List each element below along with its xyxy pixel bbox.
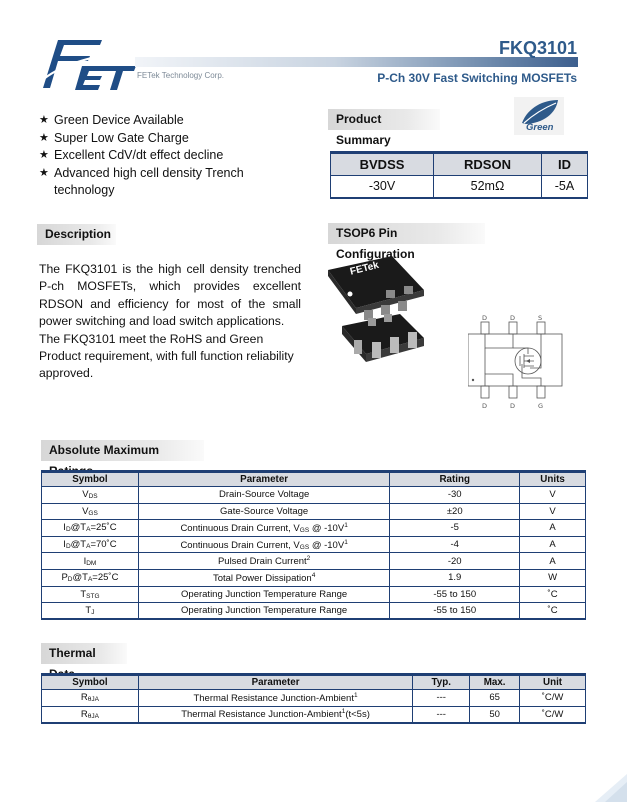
abs-max-ratings-table [41,470,586,620]
column-header: RDSON [434,153,542,176]
feature-item: ★ Green Device Available [39,112,304,130]
symbol-cell: $I_{DM}$ [42,553,139,570]
table-row [331,176,588,198]
max-cell: 50 [470,706,520,723]
part-number: FKQ3101 [498,38,577,58]
pin-label: D [510,314,516,322]
star-bullet-icon: ★ [39,114,49,126]
symbol-cell: $R_{\theta JA}$ [42,706,139,723]
pin-label: D [482,402,488,410]
max-cell: 65 [470,690,520,707]
table-cell: 52mΩ [434,176,542,198]
column-header: Typ. [413,675,470,690]
column-header: Parameter [138,472,389,487]
column-header: Unit [520,675,586,690]
rating-cell: ±20 [390,503,520,520]
symbol-cell: $R_{\theta JA}$ [42,690,139,707]
symbol-cell: $V_{GS}$ [42,503,139,520]
table-row [42,536,586,553]
table-row [42,706,586,723]
typ-cell: --- [413,690,470,707]
table-cell: -30V [331,176,434,198]
feature-item: ★ Excellent CdV/dt effect decline [39,147,304,165]
parameter-cell: Operating Junction Temperature Range [138,586,389,603]
table-cell: -5A [541,176,587,198]
unit-cell: ˚C [520,603,586,620]
column-header: BVDSS [331,153,434,176]
tsop6-package-image [326,256,426,368]
feature-item: ★ Super Low Gate Charge [39,130,304,148]
product-subtitle: P-Ch 30V Fast Switching MOSFETs [377,71,577,85]
table-row [42,569,586,586]
table-row [42,520,586,537]
product-summary-table [330,151,588,199]
parameter-cell: Continuous Drain Current, $V_{GS}$ @ $-10V^1$ [138,536,389,553]
parameter-cell: Continuous Drain Current, $V_{GS}$ @ $-10V^1$ [138,520,389,537]
feature-list [39,112,304,200]
unit-cell: A [520,536,586,553]
table-row [42,586,586,603]
parameter-cell: Operating Junction Temperature Range [138,603,389,620]
page-corner-decoration [587,774,627,802]
column-header: Parameter [138,675,412,690]
pin-label: D [482,314,488,322]
symbol-cell: $T_J$ [42,603,139,620]
unit-cell: A [520,520,586,537]
description-label: Description [37,224,116,245]
parameter-cell: Pulsed Drain Current$^2$ [138,553,389,570]
rating-cell: -5 [390,520,520,537]
unit-cell: ˚C/W [520,690,586,707]
star-bullet-icon: ★ [39,149,49,161]
pinout-schematic [468,312,564,414]
pin-label: D [510,402,516,410]
symbol-cell: $I_D@T_A=70˚C$ [42,536,139,553]
column-header: Symbol [42,472,139,487]
thermal-data-table [41,673,586,724]
description-paragraph: The FKQ3101 is the high cell density trenched P-ch MOSFETs, which provides excellent RDSON and efficiency for most of the small power switching and load switch applications. [39,262,301,329]
rating-cell: -55 to 150 [390,586,520,603]
unit-cell: ˚C [520,586,586,603]
fetek-logo [38,36,138,94]
parameter-cell: Thermal Resistance Junction-Ambient$^1$(t<5s) [138,706,412,723]
parameter-cell: Total Power Dissipation$^4$ [138,569,389,586]
unit-cell: A [520,553,586,570]
parameter-cell: Gate-Source Voltage [138,503,389,520]
column-header: ID [541,153,587,176]
company-name: FETek Technology Corp. [137,71,225,80]
table-header-row [42,472,586,487]
product-summary-label: Product Summary [328,109,440,130]
pin-config-label: TSOP6 Pin Configuration [328,223,485,244]
parameter-cell: Drain-Source Voltage [138,487,389,504]
symbol-cell: $T_{STG}$ [42,586,139,603]
column-header: Max. [470,675,520,690]
symbol-cell: $V_{DS}$ [42,487,139,504]
pin-label: S [538,314,543,322]
unit-cell: V [520,503,586,520]
unit-cell: ˚C/W [520,706,586,723]
column-header: Rating [390,472,520,487]
feature-item: ★ Advanced high cell density Trench technology [39,165,244,197]
table-row [42,503,586,520]
star-bullet-icon: ★ [39,166,49,179]
table-row [42,603,586,620]
parameter-cell: Thermal Resistance Junction-Ambient$^1$ [138,690,412,707]
thermal-data-label: Thermal [41,643,127,664]
table-row [42,553,586,570]
table-row [42,487,586,504]
table-row [42,690,586,707]
description-paragraph: The FKQ3101 meet the RoHS and Green Product requirement, with full function reliability approved. [39,331,294,381]
symbol-cell: $I_D@T_A=25˚C$ [42,520,139,537]
rating-cell: -30 [390,487,520,504]
column-header: Units [520,472,586,487]
rating-cell: -20 [390,553,520,570]
star-bullet-icon: ★ [39,131,49,144]
package-marking: FETek [349,259,381,278]
rating-cell: 1.9 [390,569,520,586]
unit-cell: W [520,569,586,586]
rating-cell: -55 to 150 [390,603,520,620]
unit-cell: V [520,487,586,504]
table-header-row [42,675,586,690]
pin-label: G [538,402,544,410]
column-header: Symbol [42,675,139,690]
typ-cell: --- [413,706,470,723]
description-text [39,261,301,383]
rating-cell: -4 [390,536,520,553]
abs-max-ratings-label: Absolute Maximum [41,440,204,461]
green-badge-label: Green [526,122,554,133]
table-header-row [331,153,588,176]
symbol-cell: $P_D@T_A=25˚C$ [42,569,139,586]
